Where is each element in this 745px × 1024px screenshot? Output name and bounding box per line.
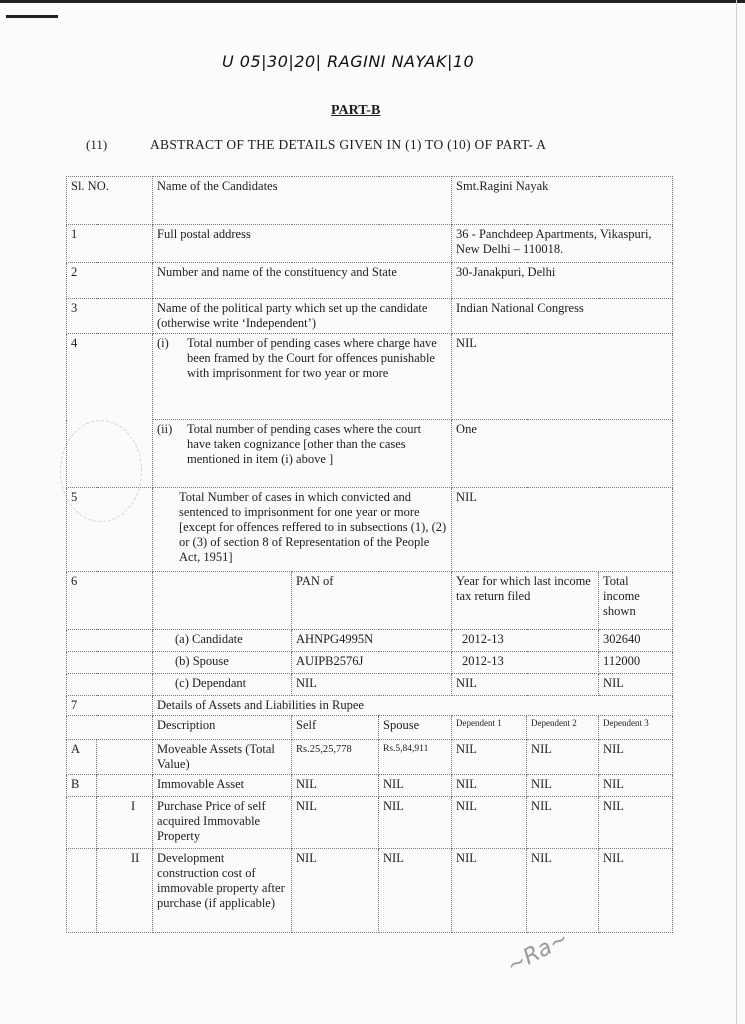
- asset-spouse-value: NIL: [379, 849, 452, 933]
- pending-cases-i-text: Total number of pending cases where charge have been framed by the Court for offences punishable with imprisonment for two year or more: [187, 336, 437, 380]
- asset-dep3-value: NIL: [599, 797, 673, 849]
- asset-subcode: II: [97, 849, 153, 933]
- pan-value: NIL: [292, 674, 452, 696]
- item-number: (ii): [157, 422, 173, 436]
- dependent-2-header: Dependent 2: [527, 716, 599, 740]
- income-value: 302640: [599, 630, 673, 652]
- return-year-value: 2012-13: [452, 652, 599, 674]
- pending-cases-i-value: NIL: [452, 334, 673, 420]
- part-title: PART-B: [331, 103, 381, 118]
- asset-code: [67, 849, 97, 933]
- table-row: [67, 572, 673, 630]
- table-row: [67, 652, 673, 674]
- section-number: (11): [86, 137, 108, 152]
- asset-self-value: NIL: [292, 797, 379, 849]
- pending-cases-ii: [153, 420, 452, 488]
- table-row: [67, 797, 673, 849]
- asset-dep2-value: NIL: [527, 740, 599, 775]
- page-right-rule: [736, 0, 737, 1024]
- table-row: [67, 849, 673, 933]
- handwritten-reference: U 05|30|20| RAGINI NAYAK|10: [222, 52, 475, 71]
- sl-no-header: Sl. NO.: [67, 177, 153, 225]
- spouse-header: Spouse: [379, 716, 452, 740]
- asset-dep2-value: NIL: [527, 849, 599, 933]
- address-label: Full postal address: [153, 225, 452, 263]
- asset-self-value: NIL: [292, 849, 379, 933]
- pan-row-label: (c) Dependant: [153, 674, 292, 696]
- table-row: [67, 177, 673, 225]
- candidate-name-value: Smt.Ragini Nayak: [452, 177, 673, 225]
- table-row: [67, 696, 673, 716]
- asset-description: Immovable Asset: [153, 775, 292, 797]
- dependent-1-header: Dependent 1: [452, 716, 527, 740]
- asset-self-value: Rs.25,25,778: [292, 740, 379, 775]
- return-year-value: NIL: [452, 674, 599, 696]
- table-row: [67, 674, 673, 696]
- address-value: 36 - Panchdeep Apartments, Vikaspuri, New Delhi – 110018.: [452, 225, 673, 263]
- row-number: 7: [67, 696, 153, 716]
- asset-code: B: [67, 775, 97, 797]
- page-top-rule: [0, 0, 745, 3]
- abstract-table: [66, 176, 673, 933]
- signature-mark: ~Ra~: [502, 926, 573, 979]
- income-value: 112000: [599, 652, 673, 674]
- asset-description: Moveable Assets (Total Value): [153, 740, 292, 775]
- return-year-header: Year for which last income tax return filed: [452, 572, 599, 630]
- pan-value: AUIPB2576J: [292, 652, 452, 674]
- asset-code: [67, 797, 97, 849]
- pending-cases-ii-text: Total number of pending cases where the court have taken cognizance [other than the cases mentioned in item (i) above ]: [187, 422, 422, 466]
- asset-code: A: [67, 740, 97, 775]
- pending-cases-ii-value: One: [452, 420, 673, 488]
- income-value: NIL: [599, 674, 673, 696]
- assets-heading: Details of Assets and Liabilities in Rupee: [153, 696, 673, 716]
- item-number: (i): [157, 336, 169, 350]
- convictions-text: Total Number of cases in which convicted and sentenced to imprisonment for one year or more [except for offences reffered to in subsections (1), (2) or (3) of section 8 of Representation of the People Act, 1951]: [153, 488, 452, 572]
- party-label: Name of the political party which set up the candidate (otherwise write ‘Independent’): [153, 299, 452, 334]
- table-row: [67, 334, 673, 420]
- asset-dep2-value: NIL: [527, 775, 599, 797]
- description-header: Description: [153, 716, 292, 740]
- asset-dep1-value: NIL: [452, 740, 527, 775]
- row-number: 1: [67, 225, 153, 263]
- table-row: [67, 775, 673, 797]
- asset-subcode: I: [97, 797, 153, 849]
- asset-description: Development construction cost of immovable property after purchase (if applicable): [153, 849, 292, 933]
- constituency-value: 30-Janakpuri, Delhi: [452, 263, 673, 299]
- row-number: 2: [67, 263, 153, 299]
- asset-subcode: [97, 740, 153, 775]
- asset-self-value: NIL: [292, 775, 379, 797]
- asset-dep2-value: NIL: [527, 797, 599, 849]
- row-number: 6: [67, 572, 153, 630]
- convictions-value: NIL: [452, 488, 673, 572]
- pan-header: PAN of: [292, 572, 452, 630]
- asset-dep3-value: NIL: [599, 849, 673, 933]
- pan-row-label: (b) Spouse: [153, 652, 292, 674]
- table-row: [67, 630, 673, 652]
- asset-dep1-value: NIL: [452, 849, 527, 933]
- return-year-value: 2012-13: [452, 630, 599, 652]
- asset-dep1-value: NIL: [452, 775, 527, 797]
- table-row: [67, 740, 673, 775]
- total-income-header: Total income shown: [599, 572, 673, 630]
- pending-cases-i: [153, 334, 452, 420]
- asset-dep3-value: NIL: [599, 775, 673, 797]
- asset-spouse-value: NIL: [379, 797, 452, 849]
- party-value: Indian National Congress: [452, 299, 673, 334]
- asset-spouse-value: Rs.5,84,911: [379, 740, 452, 775]
- candidate-name-label: Name of the Candidates: [153, 177, 452, 225]
- row-number: 4: [67, 334, 153, 488]
- table-row: [67, 225, 673, 263]
- asset-dep1-value: NIL: [452, 797, 527, 849]
- asset-description: Purchase Price of self acquired Immovable Property: [153, 797, 292, 849]
- table-row: [67, 420, 673, 488]
- table-row: [67, 263, 673, 299]
- section-heading: ABSTRACT OF THE DETAILS GIVEN IN (1) TO (10) OF PART- A: [150, 137, 547, 152]
- asset-dep3-value: NIL: [599, 740, 673, 775]
- asset-spouse-value: NIL: [379, 775, 452, 797]
- row-number: 5: [67, 488, 153, 572]
- corner-mark: [6, 15, 58, 18]
- row-number: 3: [67, 299, 153, 334]
- pan-value: AHNPG4995N: [292, 630, 452, 652]
- table-row: [67, 716, 673, 740]
- asset-subcode: [97, 775, 153, 797]
- dependent-3-header: Dependent 3: [599, 716, 673, 740]
- constituency-label: Number and name of the constituency and State: [153, 263, 452, 299]
- table-row: [67, 299, 673, 334]
- pan-row-label: (a) Candidate: [153, 630, 292, 652]
- self-header: Self: [292, 716, 379, 740]
- table-row: [67, 488, 673, 572]
